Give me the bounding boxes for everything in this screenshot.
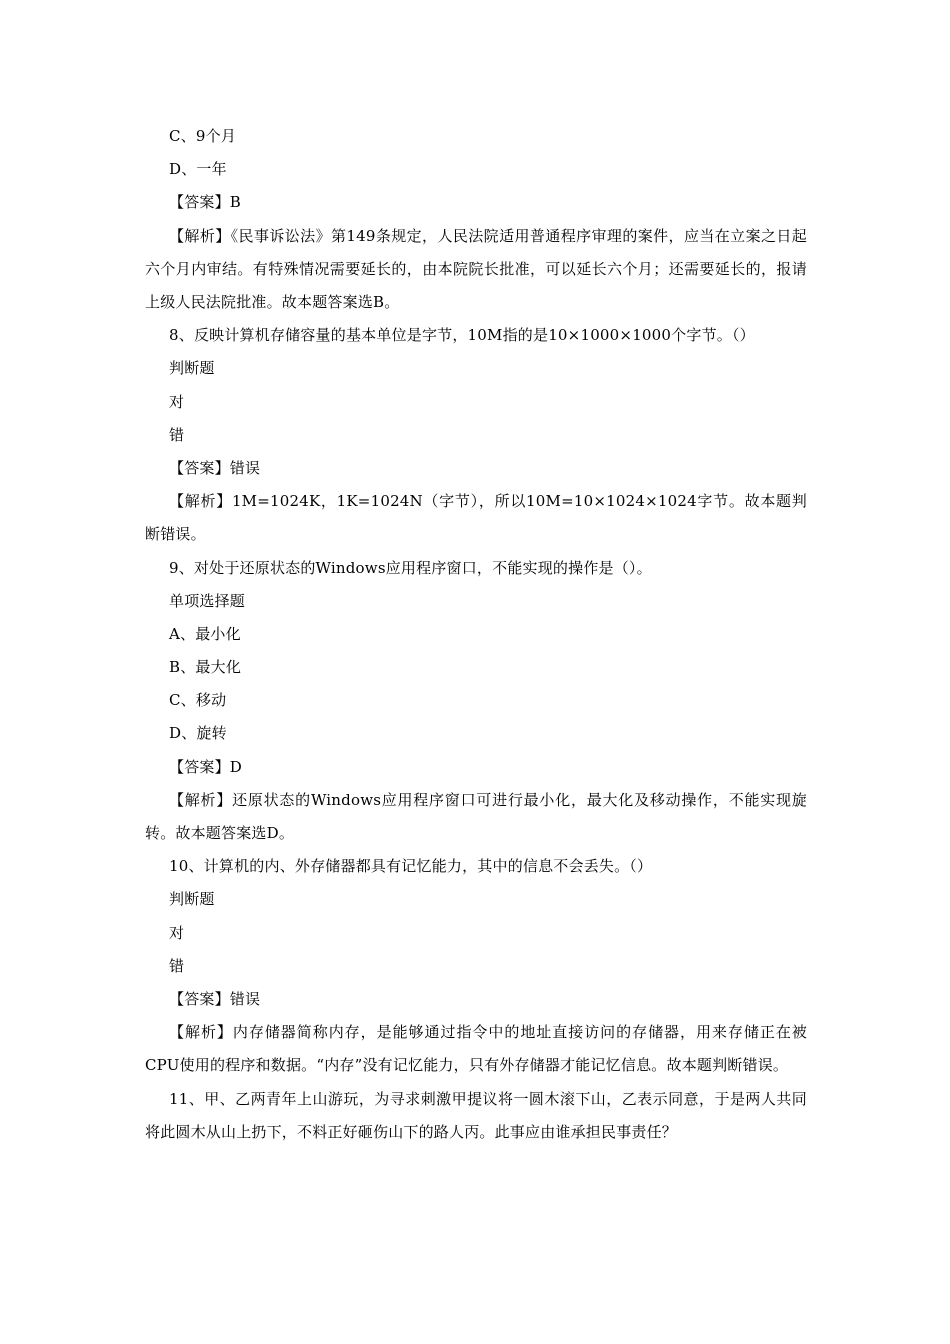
answer-q7: 【答案】B	[169, 193, 242, 212]
question-8: 8、反映计算机存储容量的基本单位是字节，10M指的是10×1000×1000个字节。（）	[169, 326, 755, 345]
option-c-q7: C、9个月	[169, 127, 237, 145]
option-d-q9: D、旋转	[169, 724, 227, 743]
explanation-q10: 【解析】内存储器简称内存，是能够通过指令中的地址直接访问的存储器，用来存储正在被CPU使用的程序和数据。“内存”没有记忆能力，只有外存储器才能记忆信息。故本题判断错误。	[145, 1023, 807, 1075]
question-10: 10、计算机的内、外存储器都具有记忆能力，其中的信息不会丢失。（）	[169, 857, 653, 876]
option-a-q9: A、最小化	[169, 624, 241, 643]
option-false-q10: 错	[169, 956, 185, 975]
question-type-q8: 判断题	[169, 359, 215, 378]
explanation-q7: 【解析】《民事诉讼法》第149条规定，人民法院适用普通程序审理的案件，应当在立案之日起六个月内审结。有特殊情况需要延长的，由本院院长批准，可以延长六个月；还需要延长的，报请上级人民法院批准。故本题答案选B。	[145, 226, 807, 311]
answer-q9: 【答案】D	[169, 757, 243, 776]
explanation-q8: 【解析】1M=1024K，1K=1024N（字节），所以10M=10×1024×1024字节。故本题判断错误。	[145, 492, 807, 544]
option-true-q10: 对	[169, 923, 185, 942]
option-c-q9: C、移动	[169, 691, 227, 710]
question-type-q10: 判断题	[169, 890, 215, 909]
answer-q8: 【答案】错误	[169, 458, 261, 477]
answer-q10: 【答案】错误	[169, 989, 261, 1008]
document-page	[145, 120, 807, 1149]
question-11: 11、甲、乙两青年上山游玩，为寻求刺激甲提议将一圆木滚下山，乙表示同意，于是两人共同将此圆木从山上扔下，不料正好砸伤山下的路人丙。此事应由谁承担民事责任？	[145, 1089, 807, 1141]
explanation-q9: 【解析】还原状态的Windows应用程序窗口可进行最小化，最大化及移动操作，不能实现旋转。故本题答案选D。	[145, 790, 807, 843]
option-b-q9: B、最大化	[169, 658, 242, 677]
option-d-q7: D、一年	[169, 160, 227, 179]
option-true-q8: 对	[169, 392, 185, 411]
question-9: 9、对处于还原状态的Windows应用程序窗口，不能实现的操作是（）。	[169, 558, 652, 577]
question-type-q9: 单项选择题	[169, 591, 246, 610]
option-false-q8: 错	[169, 425, 185, 444]
